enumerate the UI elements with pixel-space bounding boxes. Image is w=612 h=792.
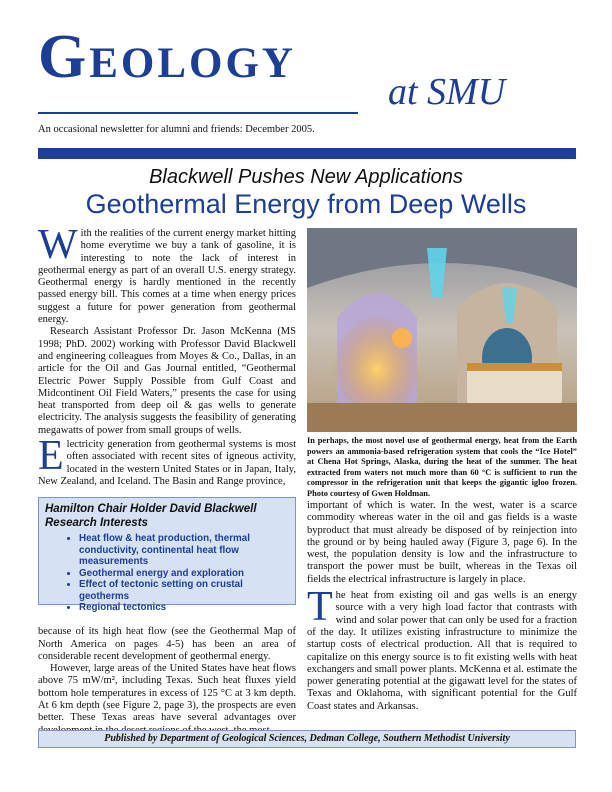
ice-hotel-photo xyxy=(307,228,577,432)
article-headline: Geothermal Energy from Deep Wells xyxy=(85,189,527,219)
sidebar-title: Hamilton Chair Holder David Blackwell Research Interests xyxy=(45,503,257,529)
photo-caption: In perhaps, the most novel use of geothermal energy, heat from the Earth powers an ammonia-based refrigeration system that cools the “Ice Hotel” at Chena Hot Springs, Alaska, during the heat of the summer. The heat extracted from waters not much more than 60 °C is sufficient to run the compressor in the refrigeration unit that keeps the gigantic igloo frozen. Photo courtesy of Gwen Holdman. xyxy=(307,436,577,498)
paragraph-text: ith the realities of the current energy market hitting home everytime we buy a tank of gasoline, it is interesting to note the lack of interest in geothermal energy as part of an overall U.S. energy strategy. Geothermal energy is hardly mentioned in the recently passed energy bill. This comes at a time when energy prices suggest a future for power generation from geothermal energy. xyxy=(38,228,296,326)
article-right-column xyxy=(307,500,577,713)
drop-cap: W xyxy=(38,222,78,268)
list-item: • Regional tectonics xyxy=(79,602,289,614)
publisher-footer: Published by Department of Geological Sciences, Dedman College, Southern Methodist University xyxy=(38,730,576,748)
article-paragraph: important of which is water. In the west, water is a scarce commodity whereas water in the oil and gas fields is a waste byproduct that must already be disposed of by reinjection into the ground or by being hauled away (Figure 3, page 6). In the west, the population density is low and the infrastructure to transport the power must be built, whereas in the Texas oil fields the electrical infrastructure is largely in place. xyxy=(307,500,577,585)
article-paragraph: Research Assistant Professor Dr. Jason McKenna (MS 1998; PhD. 2002) working with Professor David Blackwell and engineering colleagues from Moyes & Co., Dallas, in an article for the Oil and Gas Journal entitled, “Geothermal Electric Power Supply Possible from Gulf Coast and Midcontinent Oil Field Waters,” presents the case for using heat transported from deep oil & gas wells to generate electricity. The analysis suggests the feasibility of generating megawatts of power from small groups of wells. xyxy=(38,326,296,436)
article-kicker: Blackwell Pushes New Applications xyxy=(149,166,463,188)
list-item: • Effect of tectonic setting on crustal geotherms xyxy=(79,579,289,602)
newsletter-subtitle: at SMU xyxy=(388,71,506,113)
article-paragraph xyxy=(307,584,577,713)
article-paragraph: However, large areas of the United States have heat flows above 75 mW/m², including Texas. Such heat fluxes yield bottom hole temperatures in excess of 125 °C at 3 km depth. At 6 km depth (see Figure 2, page 3), the prospects are even better. These Texas areas have several advantages over xyxy=(38,663,296,724)
newsletter-title: Geology xyxy=(38,23,296,91)
article-paragraph xyxy=(38,222,296,326)
newsletter-tagline: An occasional newsletter for alumni and friends: December 2005. xyxy=(38,124,315,135)
list-item: • Heat flow & heat production, thermal conductivity, continental heat flow measurements xyxy=(79,533,289,568)
research-interests-list xyxy=(45,533,289,614)
ice-hotel-image xyxy=(307,228,577,432)
article-paragraph xyxy=(38,433,296,488)
header-divider-bar xyxy=(38,148,576,159)
list-item: • Geothermal energy and exploration xyxy=(79,568,289,580)
research-interests-box xyxy=(38,497,296,613)
drop-cap: T xyxy=(307,584,333,631)
paragraph-text: lectricity generation from geothermal systems is most often associated with recent sites of igneous activity, located in the western United States or in Japan, Italy, New Zealand, and Iceland. The Basin and Range province, xyxy=(38,439,296,487)
article-left-column xyxy=(38,222,296,737)
article-paragraph: because of its high heat flow (see the Geothermal Map of North America on pages 4-5) has been an area of considerable recent development of geothermal energy. xyxy=(38,626,296,662)
title-rule xyxy=(38,112,358,114)
drop-cap: E xyxy=(38,433,64,480)
paragraph-text: he heat from existing oil and gas wells is an energy source with a very high load factor that contrasts with wind and solar power that can only be used for a fraction of the day. It utilizes existing infrastructure to minimize the startup costs of electrical production. All that is required to capitalize on this energy source is to fit existing wells with heat exchangers and small power plants. McKenna et al. estimate the power generating potential at the gigawatt level for the states of Texas and Oklahoma, with significant potential for the Gulf Coast states and Arkansas. xyxy=(307,590,577,712)
